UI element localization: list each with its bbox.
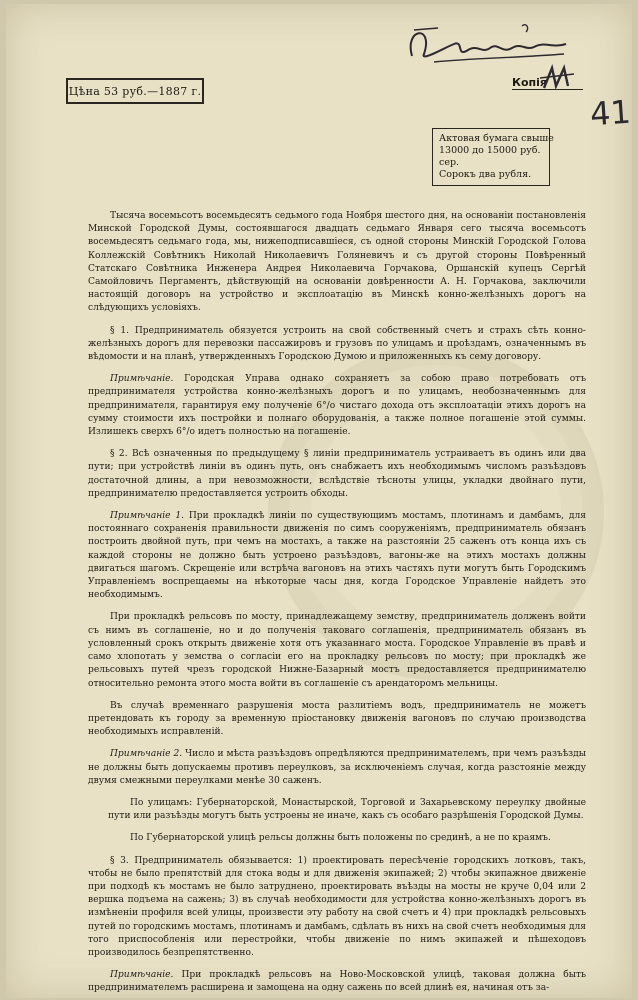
note-label: Примѣчаніе 1. bbox=[110, 511, 185, 522]
paragraph-text: При прокладкѣ линіи по существующимъ мостамъ, плотинамъ и дамбамъ, для постояннаго сохраненія правильности движенія по симъ сооруженіямъ, предприниматель обязанъ построить двойной путь, при чемъ на мостахъ, а также на разстояніи 25 саженъ отъ конца ихъ съ каждой стороны не должно быть устроено разъѣздовъ, вагоны-же на этихъ мостахъ должны двигаться шагомъ. Скрещеніе или встрѣча вагоновъ на этихъ частяхъ пути могутъ быть Городскимъ Управленіемъ воспрещаемы на нѣкоторые часы дня, когда Городское Управленіе найдетъ это необходимымъ. bbox=[88, 511, 586, 601]
paragraph-text: По Губернаторской улицѣ рельсы должны быть положены по срединѣ, а не по краямъ. bbox=[130, 833, 551, 844]
stamp-line: Сорокъ два рубля. bbox=[439, 169, 532, 180]
paragraph-text: § 2. Всѣ означенныя по предыдущему § линіи предприниматель устраиваетъ въ одинъ или два пути; при устройствѣ линіи въ одинъ путь, онъ снабжаетъ ихъ необходимымъ числомъ разъѣздовъ достаточной длины, а при невозможности, вслѣдствіе тѣсноты улицы, укладки двойнаго пути, предпринимателю предоставляется устроить обходы. bbox=[88, 449, 586, 499]
paragraph-text: При прокладкѣ рельсовъ по мосту, принадлежащему земству, предприниматель долженъ войти съ нимъ въ соглашеніе, но и до полученія таковаго соглашенія, предприниматель обязанъ въ условленный срокъ открыть движеніе хотя отъ указаннаго моста. Городское Управленіе въ правѣ и само хлопотать у земства о согласіи его на прокладку рельсовъ по мосту; при прокладкѣ же рельсовыхъ путей чрезъ городской Нижне-Базарный мостъ предоставляется предпринимателю относительно ремонта этого моста войти въ соглашеніе съ арендаторомъ мельницы. bbox=[88, 612, 586, 689]
copy-label: Копія bbox=[512, 76, 583, 90]
paragraph-text: § 3. Предприниматель обязывается: 1) проектировать пересѣченіе городскихъ лотковъ, такъ, чтобы не было препятствій для стока воды и для движенія экипажей; 2) чтобы экипажное движеніе при подходѣ къ мостамъ не было затруднено, проектировать въѣзды на мосты не круче 0,04 или 2 вершка подъема на сажень; 3) въ случаѣ необходимости для устройства конно-желѣзныхъ дорогъ въ измѣненіи профиля всей улицы, произвести эту работу на свой счетъ и 4) при прокладкѣ рельсовыхъ путей по городскимъ мостамъ, плотинамъ и дамбамъ, сдѣлать въ нихъ на свой счетъ необходимыя для того приспособленія или перестройки, чтобы движеніе по нимъ экипажей и пѣшеходовъ производилось безпрепятственно. bbox=[88, 855, 586, 958]
stamp-line: 13000 до 15000 руб. bbox=[439, 145, 541, 156]
note-paragraph bbox=[88, 373, 586, 439]
contract-paragraph bbox=[108, 797, 586, 823]
paragraph-text: Число и мѣста разъѣздовъ опредѣляются предпринимателемъ, при чемъ разъѣзды не должны быть допускаемы противъ переулковъ, за исключеніемъ случая, когда разстояніе между двумя смежными переулками менѣе 30 саженъ. bbox=[88, 749, 586, 786]
price-label: Цѣна 53 руб.—1887 г. bbox=[66, 78, 204, 104]
paragraph-text: Въ случаѣ временнаго разрушенія моста разлитіемъ водъ, предприниматель не можетъ претендовать къ городу за временную пріостановку движенія вагоновъ по случаю производства необходимыхъ исправленій. bbox=[88, 700, 586, 738]
paragraph-text: Тысяча восемьсотъ восемьдесятъ седьмого года Ноября шестого дня, на основаніи постановленія Минской Городской Думы, состоявшагося двадцать седьмаго Января сего тысяча восемьсотъ восемьдесятъ седьмаго года, мы, нижеподписавшіеся, съ одной стороны Минскій Городской Голова Коллежскій Совѣтникъ Николай Николаевичъ Голяневичъ и съ другой стороны Повѣренный Статскаго Совѣтника Инженера Андрея Николаевича Горчакова, Оршанскій купецъ Сергѣй Самойловичъ Пергаментъ, дѣйствующій на основаніи довѣренности А. Н. Горчакова, заключили настоящій договоръ на устройство и эксплоатацію въ Минскѣ конно-желѣзныхъ дорогъ на слѣдующихъ условіяхъ. bbox=[88, 211, 586, 314]
stamp-duty-box bbox=[432, 128, 554, 186]
paragraph-text: Городская Управа однако сохраняетъ за собою право потребовать отъ предпринимателя устройства конно-желѣзныхъ дорогъ и по улицамъ, необозначеннымъ для предпринимателя, гарантируя ему полученіе 6°/о чистаго дохода отъ эксплоатаціи этихъ дорогъ на сумму стоимости ихъ постройки и полнаго оборудованія, а также полное погашеніе этой суммы. Излишекъ сверхъ 6°/о идетъ полностью на погашеніе. bbox=[88, 374, 586, 438]
handwritten-signature bbox=[394, 18, 574, 68]
stamp-line: Актовая бумага свыше bbox=[439, 133, 554, 144]
stamp-line: сер. bbox=[439, 157, 460, 168]
note-label: Примѣчаніе 2. bbox=[110, 749, 183, 760]
contract-paragraph bbox=[88, 855, 586, 961]
folio-number: 41 bbox=[588, 92, 632, 134]
copy-initial-mark bbox=[538, 64, 576, 92]
note-label: Примѣчаніе. bbox=[110, 970, 174, 981]
contract-paragraph bbox=[88, 611, 586, 690]
contract-paragraph bbox=[88, 700, 586, 740]
paragraph-text: § 1. Предприниматель обязуется устроить на свой собственный счетъ и страхъ сѣть конно-желѣзныхъ дорогъ для перевозки пассажировъ и грузовъ по улицамъ и проѣздамъ, означеннымъ въ вѣдомости и на планѣ, утвержденныхъ Городскою Думою и приложенныхъ къ сему договору. bbox=[88, 325, 586, 363]
note-paragraph bbox=[88, 969, 586, 995]
contract-body bbox=[88, 210, 586, 998]
contract-paragraph bbox=[108, 832, 586, 845]
contract-paragraph bbox=[88, 210, 586, 316]
note-paragraph bbox=[88, 748, 586, 788]
note-paragraph bbox=[88, 510, 586, 602]
contract-paragraph bbox=[88, 448, 586, 501]
paragraph-text: При прокладкѣ рельсовъ на Ново-Московской улицѣ, таковая должна быть предпринимателемъ расширена и замощена на одну сажень по всей длинѣ ея, начиная отъ за- bbox=[88, 970, 586, 994]
paragraph-text: По улицамъ: Губернаторской, Монастырской, Торговой и Захарьевскому переулку двойные пути или разъѣзды могутъ быть устроены не иначе, какъ съ особаго разрѣшенія Городской Думы. bbox=[108, 797, 586, 822]
document-page bbox=[6, 4, 632, 998]
contract-paragraph bbox=[88, 325, 586, 365]
note-label: Примѣчаніе. bbox=[110, 374, 174, 385]
